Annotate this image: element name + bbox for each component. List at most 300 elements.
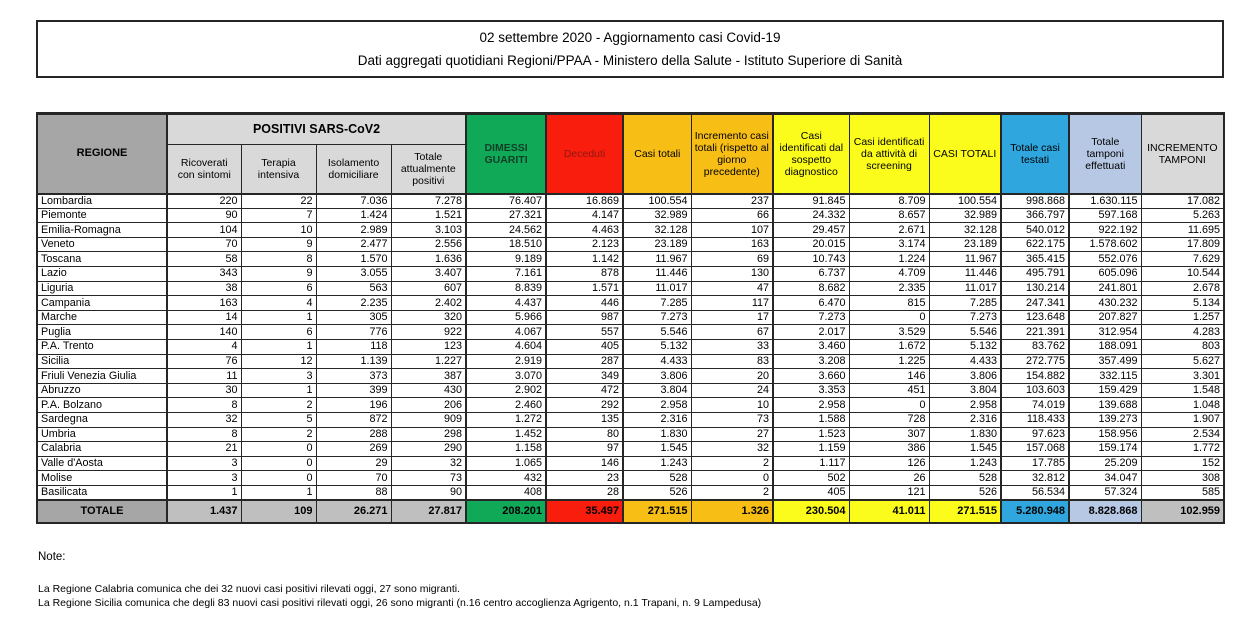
- value-cell: 0: [849, 398, 929, 413]
- value-cell: 557: [546, 325, 623, 340]
- value-cell: 4.463: [546, 223, 623, 238]
- table-row: [37, 383, 1224, 398]
- value-cell: 17.785: [1001, 456, 1069, 471]
- totale-value-cell: 102.959: [1141, 500, 1224, 523]
- value-cell: 357.499: [1069, 354, 1141, 369]
- value-cell: 97: [546, 442, 623, 457]
- value-cell: 21: [167, 442, 241, 457]
- note-line-sicilia: La Regione Sicilia comunica che degli 83 nuovi casi positivi rilevati oggi, 26 sono migranti (n.16 centro accoglienza Agrigento, n.1 Trapani, n. 9 Lampedusa): [38, 596, 762, 609]
- col-header-incremento-tamponi: INCREMENTO TAMPONI: [1141, 114, 1224, 194]
- value-cell: 146: [849, 369, 929, 384]
- value-cell: 157.068: [1001, 442, 1069, 457]
- value-cell: 1.272: [466, 412, 546, 427]
- value-cell: 366.797: [1001, 208, 1069, 223]
- value-cell: 220: [167, 194, 241, 209]
- value-cell: 803: [1141, 339, 1224, 354]
- value-cell: 23: [546, 471, 623, 486]
- value-cell: 3.070: [466, 369, 546, 384]
- value-cell: 47: [691, 281, 773, 296]
- region-name: Toscana: [37, 252, 167, 267]
- value-cell: 24: [691, 383, 773, 398]
- value-cell: 4.604: [466, 339, 546, 354]
- value-cell: 597.168: [1069, 208, 1141, 223]
- notes-heading: Note:: [38, 551, 66, 563]
- value-cell: 2.235: [316, 296, 391, 311]
- value-cell: 540.012: [1001, 223, 1069, 238]
- value-cell: 2.335: [849, 281, 929, 296]
- value-cell: 23.189: [623, 237, 691, 252]
- value-cell: 8: [167, 427, 241, 442]
- region-name: Molise: [37, 471, 167, 486]
- value-cell: 90: [391, 485, 466, 500]
- value-cell: 7.273: [773, 310, 849, 325]
- table-row: [37, 471, 1224, 486]
- value-cell: 38: [167, 281, 241, 296]
- value-cell: 5.546: [929, 325, 1001, 340]
- value-cell: 221.391: [1001, 325, 1069, 340]
- value-cell: 22: [241, 194, 316, 209]
- value-cell: 872: [316, 412, 391, 427]
- value-cell: 130: [691, 266, 773, 281]
- region-name: Abruzzo: [37, 383, 167, 398]
- value-cell: 207.827: [1069, 310, 1141, 325]
- value-cell: 3: [241, 369, 316, 384]
- value-cell: 287: [546, 354, 623, 369]
- value-cell: 163: [167, 296, 241, 311]
- value-cell: 34.047: [1069, 471, 1141, 486]
- value-cell: 66: [691, 208, 773, 223]
- region-name: Campania: [37, 296, 167, 311]
- value-cell: 3.208: [773, 354, 849, 369]
- value-cell: 3.806: [623, 369, 691, 384]
- table-row: [37, 266, 1224, 281]
- value-cell: 312.954: [1069, 325, 1141, 340]
- value-cell: 288: [316, 427, 391, 442]
- value-cell: 308: [1141, 471, 1224, 486]
- col-header-casi-screening: Casi identificati da attività di screening: [849, 114, 929, 194]
- value-cell: 27.321: [466, 208, 546, 223]
- region-name: Piemonte: [37, 208, 167, 223]
- value-cell: 29.457: [773, 223, 849, 238]
- value-cell: 4.437: [466, 296, 546, 311]
- value-cell: 237: [691, 194, 773, 209]
- value-cell: 3: [167, 456, 241, 471]
- value-cell: 8.657: [849, 208, 929, 223]
- table-row: [37, 339, 1224, 354]
- value-cell: 2.017: [773, 325, 849, 340]
- value-cell: 1.830: [623, 427, 691, 442]
- value-cell: 373: [316, 369, 391, 384]
- value-cell: 5.966: [466, 310, 546, 325]
- value-cell: 605.096: [1069, 266, 1141, 281]
- value-cell: 2.123: [546, 237, 623, 252]
- value-cell: 11.446: [623, 266, 691, 281]
- totale-value-cell: 26.271: [316, 500, 391, 523]
- table-row: [37, 310, 1224, 325]
- value-cell: 922: [391, 325, 466, 340]
- table-row: [37, 427, 1224, 442]
- value-cell: 3.055: [316, 266, 391, 281]
- value-cell: 3.103: [391, 223, 466, 238]
- value-cell: 5.546: [623, 325, 691, 340]
- value-cell: 118.433: [1001, 412, 1069, 427]
- col-header-totale-attualmente-positivi: Totale attualmente positivi: [391, 145, 466, 194]
- value-cell: 1.139: [316, 354, 391, 369]
- col-header-casi-sospetto-diagnostico: Casi identificati dal sospetto diagnostico: [773, 114, 849, 194]
- value-cell: 16.869: [546, 194, 623, 209]
- value-cell: 430: [391, 383, 466, 398]
- value-cell: 5.134: [1141, 296, 1224, 311]
- value-cell: 2.316: [929, 412, 1001, 427]
- value-cell: 23.189: [929, 237, 1001, 252]
- value-cell: 2: [241, 427, 316, 442]
- table-row: [37, 369, 1224, 384]
- value-cell: 4: [241, 296, 316, 311]
- value-cell: 292: [546, 398, 623, 413]
- value-cell: 20.015: [773, 237, 849, 252]
- value-cell: 4.433: [929, 354, 1001, 369]
- table-row: [37, 281, 1224, 296]
- value-cell: 526: [623, 485, 691, 500]
- value-cell: 152: [1141, 456, 1224, 471]
- value-cell: 3.660: [773, 369, 849, 384]
- value-cell: 247.341: [1001, 296, 1069, 311]
- value-cell: 272.775: [1001, 354, 1069, 369]
- value-cell: 290: [391, 442, 466, 457]
- col-header-terapia-intensiva: Terapia intensiva: [241, 145, 316, 194]
- value-cell: 80: [546, 427, 623, 442]
- value-cell: 73: [691, 412, 773, 427]
- region-name: Marche: [37, 310, 167, 325]
- value-cell: 0: [241, 456, 316, 471]
- title-line-2: Dati aggregati quotidiani Regioni/PPAA - Ministero della Salute - Istituto Superiore di Sanità: [357, 53, 903, 68]
- col-header-casi-totali: Casi totali: [623, 114, 691, 194]
- value-cell: 269: [316, 442, 391, 457]
- value-cell: 5.132: [623, 339, 691, 354]
- value-cell: 2: [241, 398, 316, 413]
- value-cell: 0: [849, 310, 929, 325]
- value-cell: 26: [849, 471, 929, 486]
- value-cell: 4.283: [1141, 325, 1224, 340]
- col-group-positivi-sars-cov2: POSITIVI SARS-CoV2: [167, 114, 466, 145]
- value-cell: 29: [316, 456, 391, 471]
- region-name: Valle d'Aosta: [37, 456, 167, 471]
- value-cell: 8.682: [773, 281, 849, 296]
- value-cell: 3.804: [929, 383, 1001, 398]
- value-cell: 3.460: [773, 339, 849, 354]
- col-header-ricoverati-con-sintomi: Ricoverati con sintomi: [167, 145, 241, 194]
- value-cell: 0: [241, 442, 316, 457]
- value-cell: 6.737: [773, 266, 849, 281]
- value-cell: 1.571: [546, 281, 623, 296]
- value-cell: 432: [466, 471, 546, 486]
- value-cell: 30: [167, 383, 241, 398]
- value-cell: 3.806: [929, 369, 1001, 384]
- value-cell: 2.477: [316, 237, 391, 252]
- value-cell: 196: [316, 398, 391, 413]
- table-row: [37, 223, 1224, 238]
- table-row: [37, 237, 1224, 252]
- col-header-dimessi-guariti: DIMESSI GUARITI: [466, 114, 546, 194]
- table-row: [37, 442, 1224, 457]
- value-cell: 57.324: [1069, 485, 1141, 500]
- value-cell: 332.115: [1069, 369, 1141, 384]
- value-cell: 451: [849, 383, 929, 398]
- value-cell: 10: [241, 223, 316, 238]
- table-row: [37, 412, 1224, 427]
- value-cell: 130.214: [1001, 281, 1069, 296]
- value-cell: 83.762: [1001, 339, 1069, 354]
- value-cell: 7.161: [466, 266, 546, 281]
- value-cell: 1.158: [466, 442, 546, 457]
- value-cell: 0: [691, 471, 773, 486]
- value-cell: 3.174: [849, 237, 929, 252]
- value-cell: 3.407: [391, 266, 466, 281]
- value-cell: 56.534: [1001, 485, 1069, 500]
- value-cell: 76: [167, 354, 241, 369]
- value-cell: 11: [167, 369, 241, 384]
- value-cell: 987: [546, 310, 623, 325]
- value-cell: 399: [316, 383, 391, 398]
- value-cell: 12: [241, 354, 316, 369]
- value-cell: 408: [466, 485, 546, 500]
- value-cell: 32.989: [623, 208, 691, 223]
- col-header-casi-totali-caps: CASI TOTALI: [929, 114, 1001, 194]
- value-cell: 3.301: [1141, 369, 1224, 384]
- value-cell: 6: [241, 325, 316, 340]
- value-cell: 1.243: [929, 456, 1001, 471]
- value-cell: 0: [241, 471, 316, 486]
- value-cell: 1.048: [1141, 398, 1224, 413]
- table-row: [37, 296, 1224, 311]
- value-cell: 32.128: [929, 223, 1001, 238]
- totale-value-cell: 1.437: [167, 500, 241, 523]
- totale-value-cell: 5.280.948: [1001, 500, 1069, 523]
- value-cell: 90: [167, 208, 241, 223]
- value-cell: 206: [391, 398, 466, 413]
- value-cell: 405: [773, 485, 849, 500]
- value-cell: 123.648: [1001, 310, 1069, 325]
- totale-value-cell: 35.497: [546, 500, 623, 523]
- totale-value-cell: 27.817: [391, 500, 466, 523]
- value-cell: 25.209: [1069, 456, 1141, 471]
- value-cell: 100.554: [929, 194, 1001, 209]
- value-cell: 1.243: [623, 456, 691, 471]
- value-cell: 622.175: [1001, 237, 1069, 252]
- value-cell: 32: [167, 412, 241, 427]
- notes-section: [38, 550, 761, 610]
- value-cell: 32.989: [929, 208, 1001, 223]
- totale-value-cell: 208.201: [466, 500, 546, 523]
- value-cell: 1.224: [849, 252, 929, 267]
- value-cell: 76.407: [466, 194, 546, 209]
- value-cell: 7.273: [623, 310, 691, 325]
- value-cell: 104: [167, 223, 241, 238]
- value-cell: 1.570: [316, 252, 391, 267]
- value-cell: 343: [167, 266, 241, 281]
- value-cell: 117: [691, 296, 773, 311]
- region-name: Lombardia: [37, 194, 167, 209]
- value-cell: 163: [691, 237, 773, 252]
- value-cell: 878: [546, 266, 623, 281]
- value-cell: 998.868: [1001, 194, 1069, 209]
- value-cell: 1.830: [929, 427, 1001, 442]
- value-cell: 728: [849, 412, 929, 427]
- value-cell: 7: [241, 208, 316, 223]
- value-cell: 528: [929, 471, 1001, 486]
- value-cell: 1.142: [546, 252, 623, 267]
- value-cell: 1.545: [929, 442, 1001, 457]
- value-cell: 472: [546, 383, 623, 398]
- value-cell: 528: [623, 471, 691, 486]
- value-cell: 2: [691, 485, 773, 500]
- table-row: [37, 194, 1224, 209]
- value-cell: 563: [316, 281, 391, 296]
- value-cell: 10.544: [1141, 266, 1224, 281]
- value-cell: 1.588: [773, 412, 849, 427]
- value-cell: 10: [691, 398, 773, 413]
- value-cell: 159.429: [1069, 383, 1141, 398]
- value-cell: 2.902: [466, 383, 546, 398]
- value-cell: 17.809: [1141, 237, 1224, 252]
- totale-value-cell: 1.326: [691, 500, 773, 523]
- value-cell: 307: [849, 427, 929, 442]
- value-cell: 18.510: [466, 237, 546, 252]
- value-cell: 11.695: [1141, 223, 1224, 238]
- table-row: [37, 354, 1224, 369]
- value-cell: 815: [849, 296, 929, 311]
- value-cell: 1.521: [391, 208, 466, 223]
- value-cell: 33: [691, 339, 773, 354]
- table-row: [37, 398, 1224, 413]
- value-cell: 365.415: [1001, 252, 1069, 267]
- value-cell: 121: [849, 485, 929, 500]
- value-cell: 1.523: [773, 427, 849, 442]
- value-cell: 1.227: [391, 354, 466, 369]
- col-header-totale-casi-testati: Totale casi testati: [1001, 114, 1069, 194]
- value-cell: 1.630.115: [1069, 194, 1141, 209]
- region-name: P.A. Trento: [37, 339, 167, 354]
- value-cell: 1: [241, 339, 316, 354]
- value-cell: 305: [316, 310, 391, 325]
- value-cell: 1: [167, 485, 241, 500]
- value-cell: 146: [546, 456, 623, 471]
- value-cell: 922.192: [1069, 223, 1141, 238]
- value-cell: 5: [241, 412, 316, 427]
- value-cell: 585: [1141, 485, 1224, 500]
- value-cell: 2.958: [929, 398, 1001, 413]
- value-cell: 32: [391, 456, 466, 471]
- region-name: Friuli Venezia Giulia: [37, 369, 167, 384]
- region-name: Lazio: [37, 266, 167, 281]
- value-cell: 14: [167, 310, 241, 325]
- totale-value-cell: 271.515: [623, 500, 691, 523]
- value-cell: 5.132: [929, 339, 1001, 354]
- value-cell: 1.257: [1141, 310, 1224, 325]
- value-cell: 158.956: [1069, 427, 1141, 442]
- value-cell: 2.534: [1141, 427, 1224, 442]
- value-cell: 70: [167, 237, 241, 252]
- title-line-1: 02 settembre 2020 - Aggiornamento casi Covid-19: [479, 30, 781, 45]
- region-name: Liguria: [37, 281, 167, 296]
- col-header-incremento-casi-totali: Incremento casi totali (rispetto al giorno precedente): [691, 114, 773, 194]
- value-cell: 1.117: [773, 456, 849, 471]
- value-cell: 135: [546, 412, 623, 427]
- value-cell: 3: [167, 471, 241, 486]
- value-cell: 91.845: [773, 194, 849, 209]
- col-header-deceduti: Deceduti: [546, 114, 623, 194]
- value-cell: 1.545: [623, 442, 691, 457]
- value-cell: 1: [241, 383, 316, 398]
- value-cell: 17: [691, 310, 773, 325]
- value-cell: 5.627: [1141, 354, 1224, 369]
- value-cell: 9.189: [466, 252, 546, 267]
- totale-value-cell: 271.515: [929, 500, 1001, 523]
- value-cell: 1.159: [773, 442, 849, 457]
- value-cell: 118: [316, 339, 391, 354]
- value-cell: 1: [241, 310, 316, 325]
- value-cell: 139.273: [1069, 412, 1141, 427]
- value-cell: 9: [241, 266, 316, 281]
- title-box: [36, 20, 1224, 78]
- region-name: Sardegna: [37, 412, 167, 427]
- value-cell: 446: [546, 296, 623, 311]
- region-name: Veneto: [37, 237, 167, 252]
- value-cell: 3.353: [773, 383, 849, 398]
- value-cell: 495.791: [1001, 266, 1069, 281]
- value-cell: 9: [241, 237, 316, 252]
- value-cell: 2.460: [466, 398, 546, 413]
- totale-value-cell: 8.828.868: [1069, 500, 1141, 523]
- col-header-regione: REGIONE: [37, 114, 167, 194]
- value-cell: 69: [691, 252, 773, 267]
- value-cell: 1: [241, 485, 316, 500]
- value-cell: 2.919: [466, 354, 546, 369]
- value-cell: 552.076: [1069, 252, 1141, 267]
- value-cell: 97.623: [1001, 427, 1069, 442]
- value-cell: 4.147: [546, 208, 623, 223]
- value-cell: 8: [241, 252, 316, 267]
- value-cell: 126: [849, 456, 929, 471]
- value-cell: 88: [316, 485, 391, 500]
- value-cell: 73: [391, 471, 466, 486]
- table-row: [37, 456, 1224, 471]
- value-cell: 430.232: [1069, 296, 1141, 311]
- value-cell: 2.958: [773, 398, 849, 413]
- value-cell: 1.065: [466, 456, 546, 471]
- value-cell: 67: [691, 325, 773, 340]
- totale-value-cell: 230.504: [773, 500, 849, 523]
- value-cell: 8: [167, 398, 241, 413]
- value-cell: 387: [391, 369, 466, 384]
- value-cell: 11.967: [623, 252, 691, 267]
- value-cell: 7.629: [1141, 252, 1224, 267]
- value-cell: 241.801: [1069, 281, 1141, 296]
- value-cell: 3.804: [623, 383, 691, 398]
- value-cell: 349: [546, 369, 623, 384]
- value-cell: 83: [691, 354, 773, 369]
- value-cell: 2.556: [391, 237, 466, 252]
- value-cell: 1.225: [849, 354, 929, 369]
- value-cell: 526: [929, 485, 1001, 500]
- value-cell: 1.772: [1141, 442, 1224, 457]
- value-cell: 7.036: [316, 194, 391, 209]
- value-cell: 5.263: [1141, 208, 1224, 223]
- value-cell: 159.174: [1069, 442, 1141, 457]
- value-cell: 139.688: [1069, 398, 1141, 413]
- value-cell: 107: [691, 223, 773, 238]
- value-cell: 11.017: [929, 281, 1001, 296]
